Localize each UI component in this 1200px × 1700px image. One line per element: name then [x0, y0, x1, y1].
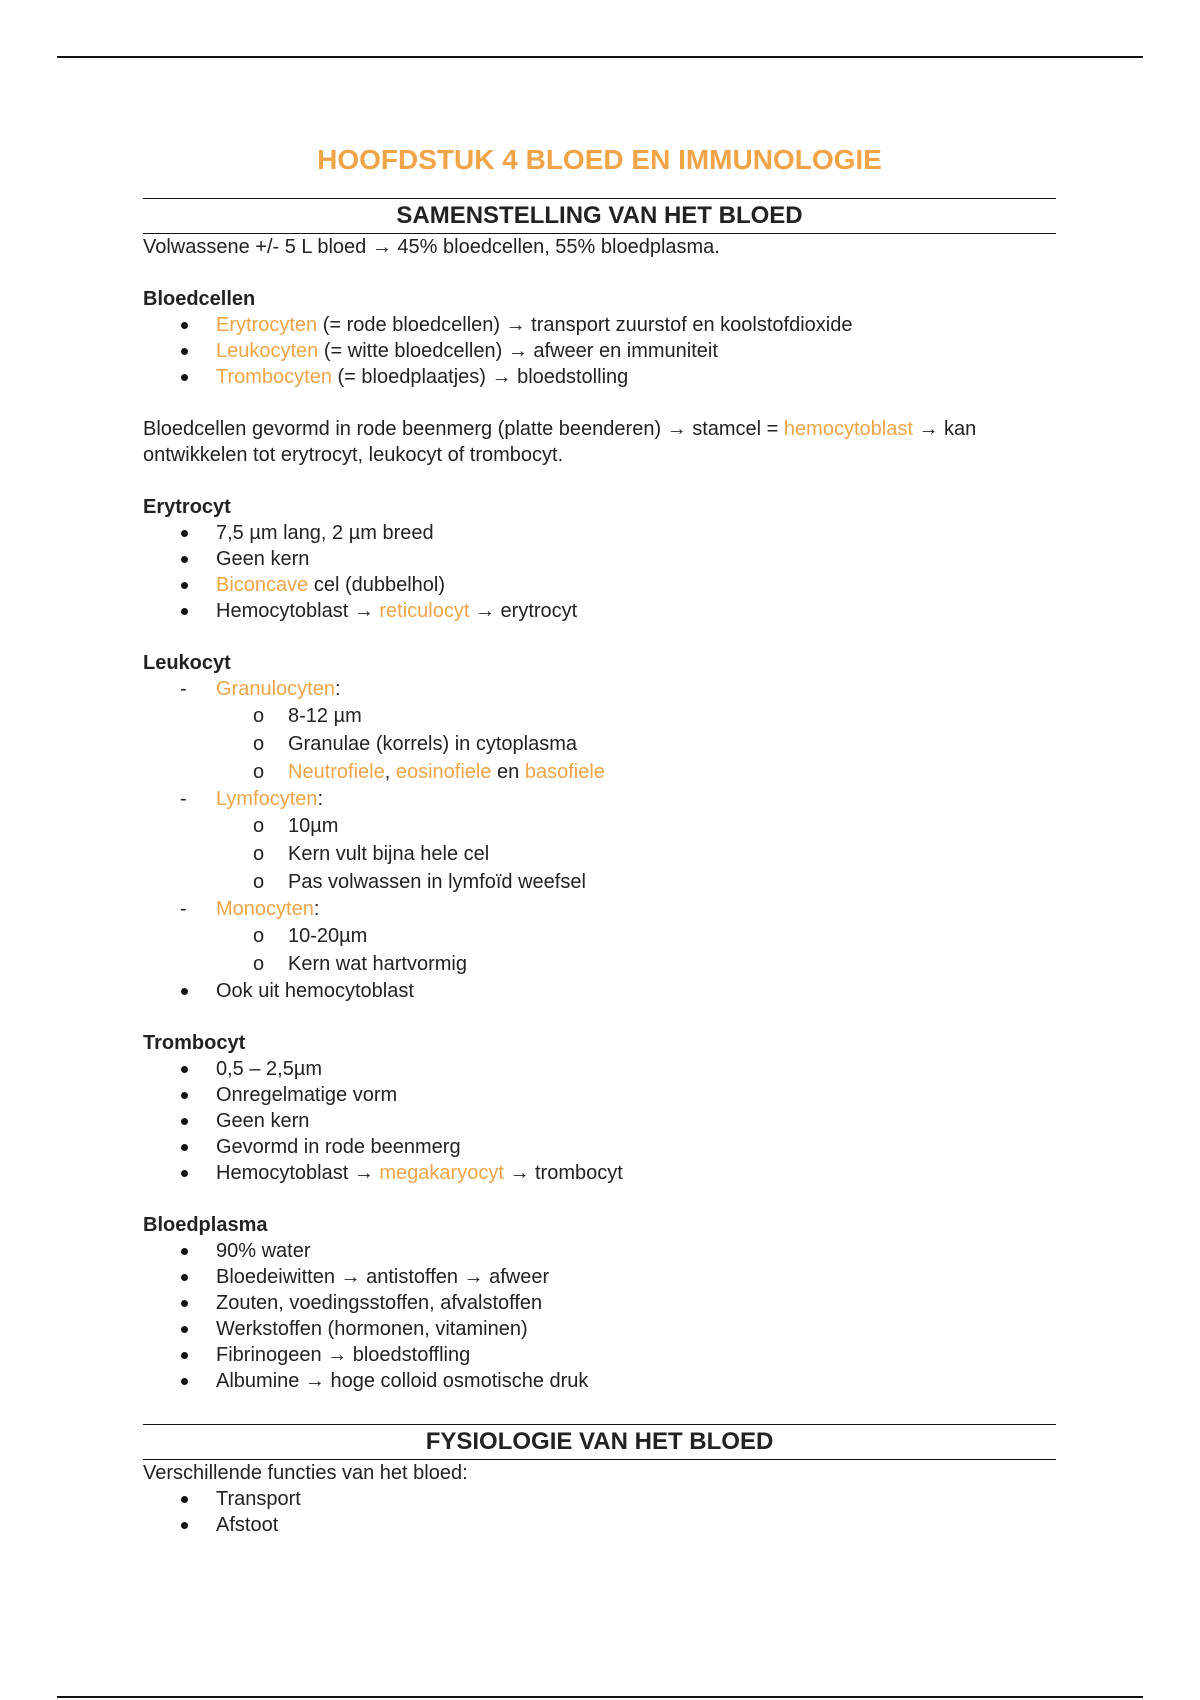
list-item: - Granulocyten: [143, 676, 1056, 702]
subheading-leukocyt: Leukocyt [143, 652, 231, 674]
subheading-bloedcellen: Bloedcellen [143, 288, 256, 310]
section-heading-samenstelling: SAMENSTELLING VAN HET BLOED [143, 198, 1056, 234]
chapter-number: HOOFDSTUK 4 [317, 144, 518, 175]
bloedcellen-list [143, 312, 1056, 390]
list-item: Zouten, voedingsstoffen, afvalstoffen [143, 1290, 1056, 1316]
bloedplasma-list [143, 1238, 1056, 1394]
term: Biconcave [216, 574, 309, 596]
intro-text: Volwassene +/- 5 L bloed → 45% bloedcellen, 55% bloedplasma. [143, 236, 720, 258]
chapter-name: BLOED EN IMMUNOLOGIE [525, 144, 882, 175]
leukocyt-types-list [143, 676, 1056, 702]
term: hemocytoblast [783, 418, 913, 440]
functies-list [143, 1486, 1056, 1538]
monocyten-sublist [143, 922, 1056, 978]
list-item: Transport [143, 1486, 1056, 1512]
list-item: Leukocyten (= witte bloedcellen) → afweer en immuniteit [143, 338, 1056, 364]
list-item: Bloedeiwitten → antistoffen → afweer [143, 1264, 1056, 1290]
term: Lymfocyten [216, 788, 318, 810]
subheading-trombocyt: Trombocyt [143, 1032, 246, 1054]
list-item: o Pas volwassen in lymfoïd weefsel [143, 868, 1056, 896]
list-item: o Kern wat hartvormig [143, 950, 1056, 978]
list-item: 7,5 µm lang, 2 µm breed [143, 520, 1056, 546]
term: Monocyten [216, 898, 314, 920]
leukocyt-extra-list [143, 978, 1056, 1004]
list-item: Trombocyten (= bloedplaatjes) → bloedstolling [143, 364, 1056, 390]
section-heading-fysiologie: FYSIOLOGIE VAN HET BLOED [143, 1424, 1056, 1460]
intro-text: Verschillende functies van het bloed: [143, 1462, 468, 1484]
lymfocyten-sublist [143, 812, 1056, 896]
page-bottom-rule [57, 1696, 1143, 1698]
term: eosinofiele [395, 761, 492, 783]
chapter-title [143, 140, 1056, 180]
list-item: Hemocytoblast → reticulocyt → erytrocyt [143, 598, 1056, 624]
list-item: o Neutrofiele, eosinofiele en basofiele [143, 758, 1056, 786]
term: Trombocyten [216, 366, 332, 388]
term: Erytrocyten [216, 314, 318, 336]
granulocyten-sublist [143, 702, 1056, 786]
document-body [143, 140, 1056, 1538]
page-top-rule [57, 56, 1143, 58]
erytrocyt-list [143, 520, 1056, 624]
list-item: Albumine → hoge colloid osmotische druk [143, 1368, 1056, 1394]
list-item: Erytrocyten (= rode bloedcellen) → transport zuurstof en koolstofdioxide [143, 312, 1056, 338]
list-item: Geen kern [143, 546, 1056, 572]
subheading-erytrocyt: Erytrocyt [143, 496, 231, 518]
list-item: Werkstoffen (hormonen, vitaminen) [143, 1316, 1056, 1342]
list-item: o Granulae (korrels) in cytoplasma [143, 730, 1056, 758]
list-item: Fibrinogeen → bloedstoffling [143, 1342, 1056, 1368]
list-item: 0,5 – 2,5µm [143, 1056, 1056, 1082]
list-item: Geen kern [143, 1108, 1056, 1134]
list-item: Biconcave cel (dubbelhol) [143, 572, 1056, 598]
list-item: - Lymfocyten: [143, 786, 1056, 812]
term: Leukocyten [216, 340, 319, 362]
list-item: Ook uit hemocytoblast [143, 978, 1056, 1004]
list-item: Hemocytoblast → megakaryocyt → trombocyt [143, 1160, 1056, 1186]
list-item: o 10-20µm [143, 922, 1056, 950]
list-item: Afstoot [143, 1512, 1056, 1538]
list-item: o Kern vult bijna hele cel [143, 840, 1056, 868]
subheading-bloedplasma: Bloedplasma [143, 1214, 268, 1236]
leukocyt-types-list [143, 786, 1056, 812]
term: megakaryocyt [379, 1162, 504, 1184]
list-item: o 10µm [143, 812, 1056, 840]
list-item: Gevormd in rode beenmerg [143, 1134, 1056, 1160]
term: reticulocyt [379, 600, 470, 622]
list-item: o 8-12 µm [143, 702, 1056, 730]
term: Granulocyten [216, 678, 335, 700]
leukocyt-types-list [143, 896, 1056, 922]
list-item: Onregelmatige vorm [143, 1082, 1056, 1108]
list-item: 90% water [143, 1238, 1056, 1264]
term: basofiele [524, 761, 605, 783]
list-item: - Monocyten: [143, 896, 1056, 922]
vorming-paragraph: Bloedcellen gevormd in rode beenmerg (platte beenderen) → stamcel = hemocytoblast → kan ontwikkelen tot erytrocyt, leukocyt of trombocyt. [143, 418, 977, 466]
trombocyt-list [143, 1056, 1056, 1186]
term: Neutrofiele [288, 761, 385, 783]
